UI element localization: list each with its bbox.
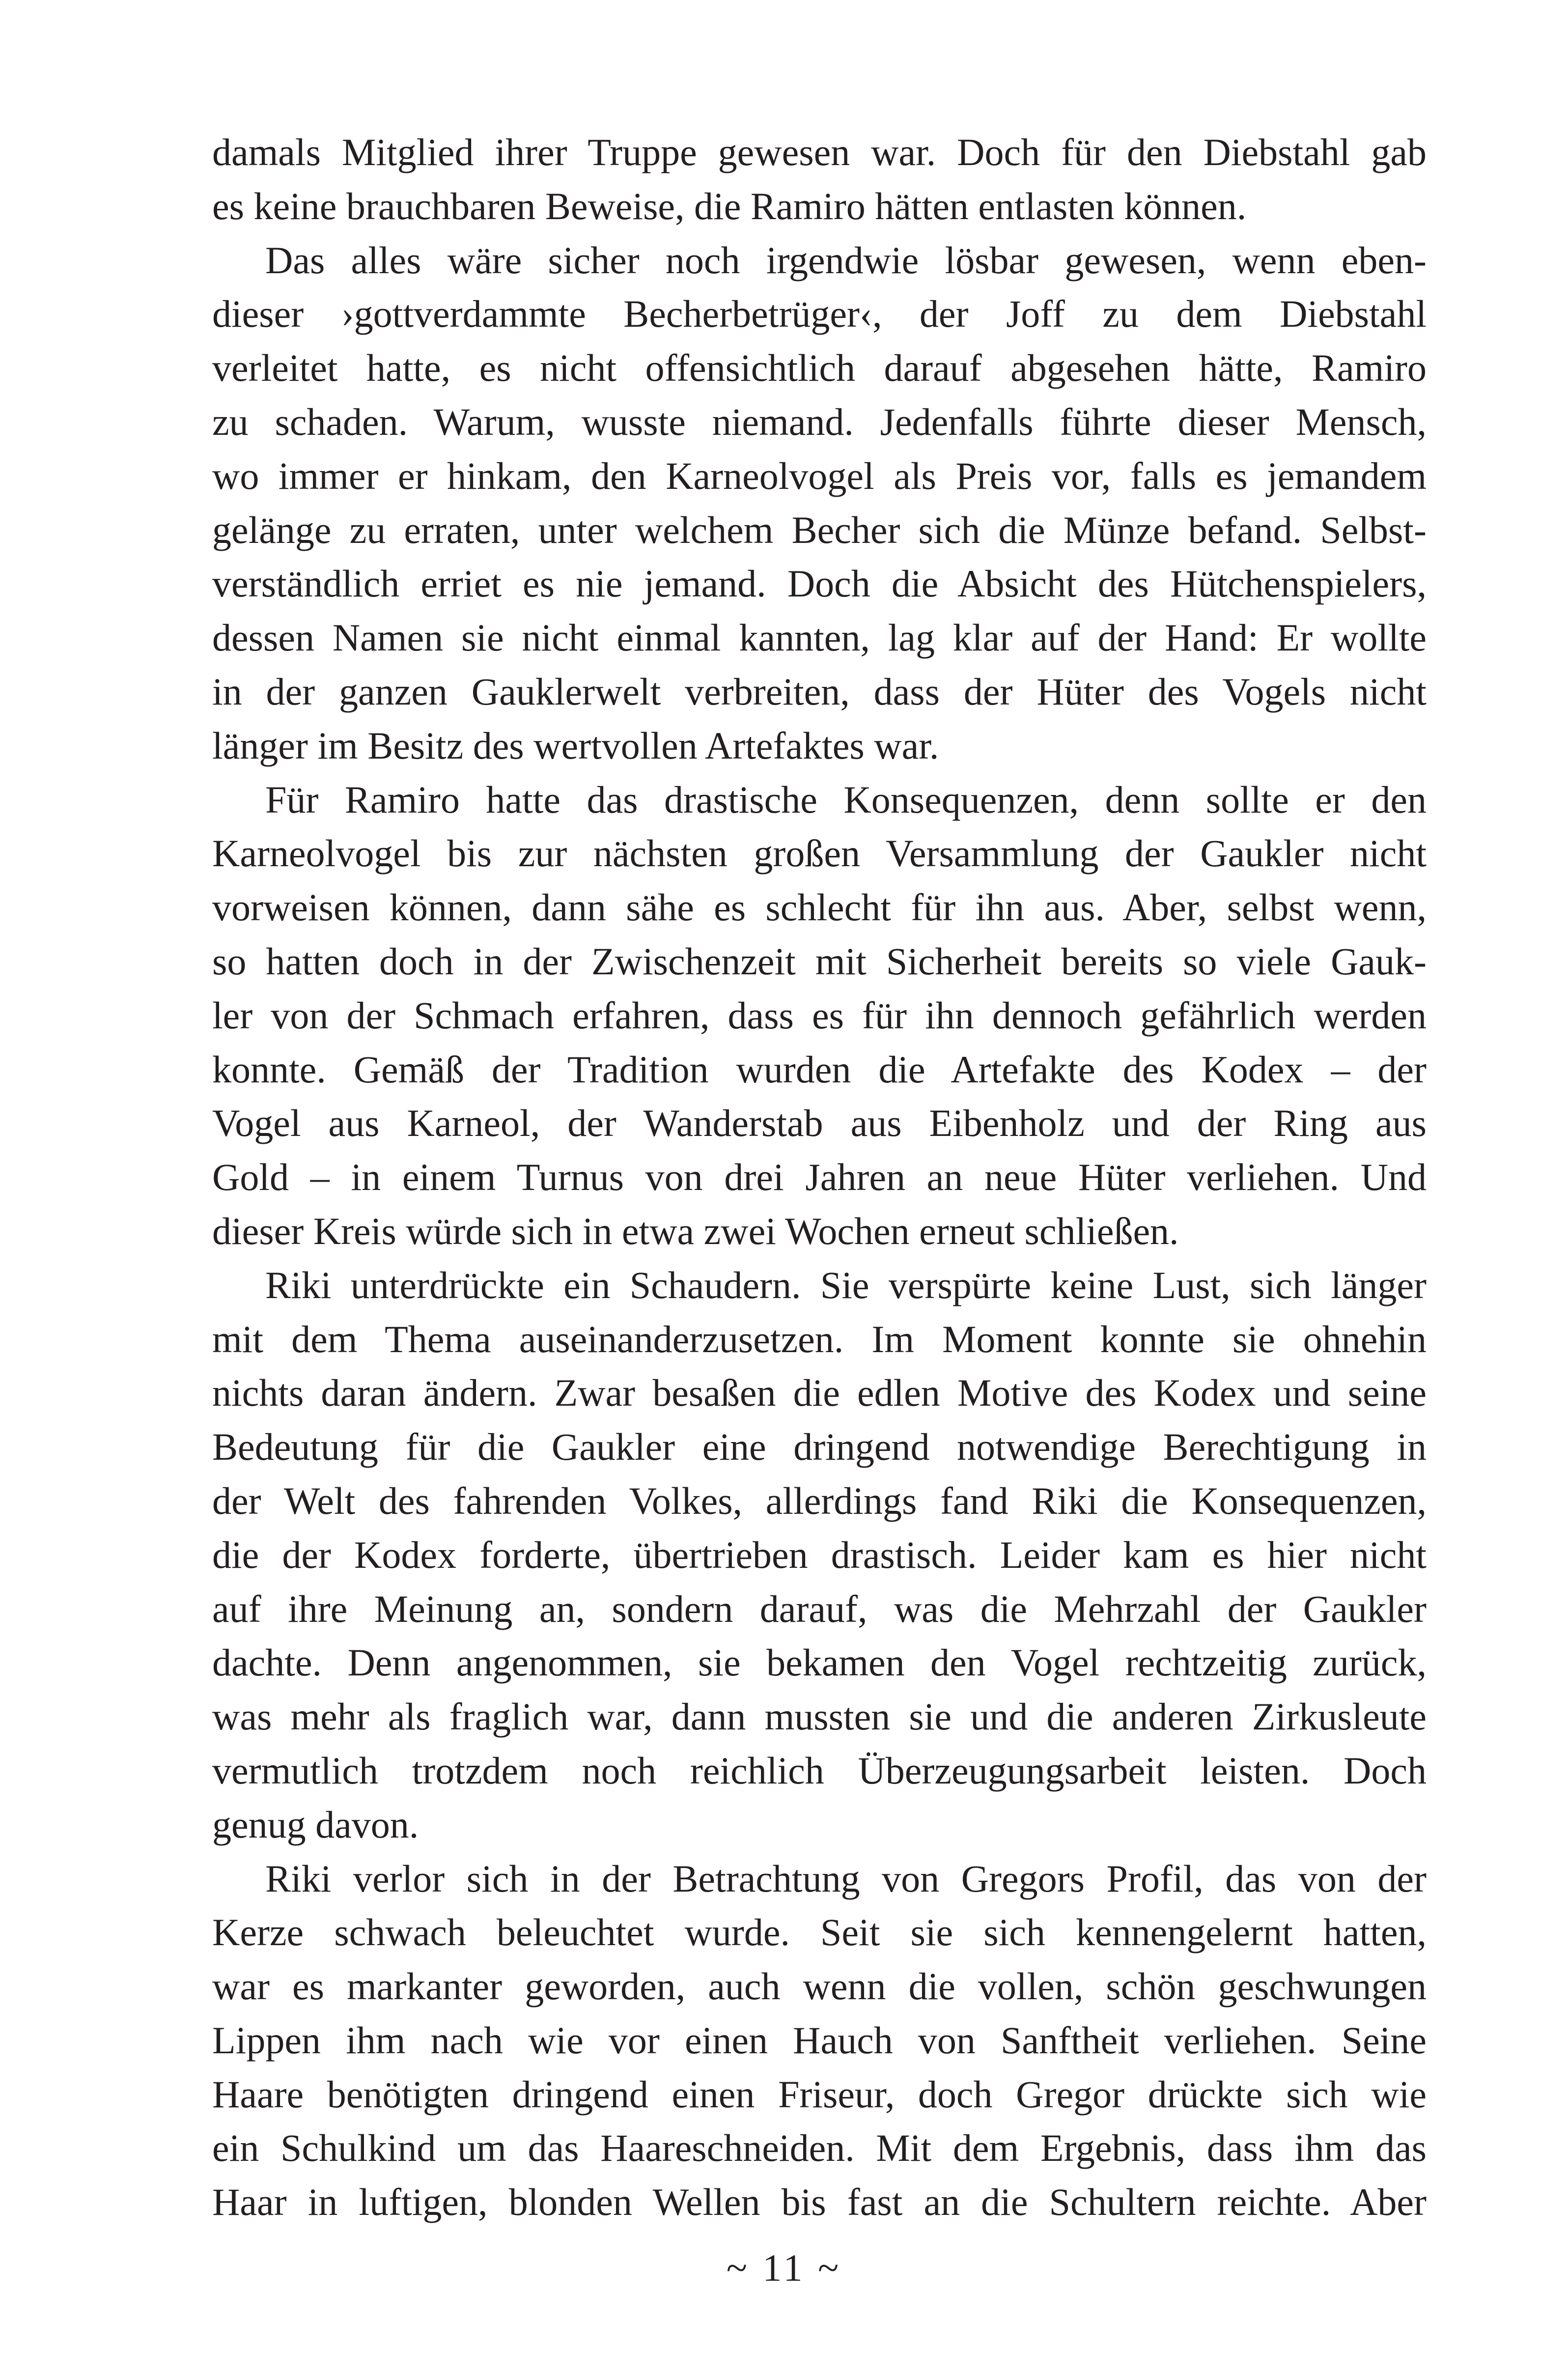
text-line: was mehr als fraglich war, dann mussten sie und die anderen Zirkusleute <box>212 1695 1427 1738</box>
paragraph <box>212 1852 1427 2230</box>
paragraph <box>212 1258 1427 1852</box>
body-text <box>212 125 1427 2229</box>
text-line: dieser Kreis würde sich in etwa zwei Wochen erneut schließen. <box>212 1209 1179 1252</box>
text-line: ler von der Schmach erfahren, dass es für ihn dennoch gefährlich werden <box>212 993 1427 1037</box>
text-line: Riki verlor sich in der Betrachtung von Gregors Profil, das von der <box>265 1857 1427 1900</box>
text-line: Gold – in einem Turnus von drei Jahren an neue Hüter verliehen. Und <box>212 1156 1427 1199</box>
text-line: ein Schulkind um das Haareschneiden. Mit dem Ergebnis, dass ihm das <box>212 2126 1427 2170</box>
text-line: Vogel aus Karneol, der Wanderstab aus Eibenholz und der Ring aus <box>212 1102 1427 1145</box>
text-line: der Welt des fahrenden Volkes, allerdings fand Riki die Konsequenzen, <box>212 1479 1427 1522</box>
text-line: vermutlich trotzdem noch reichlich Überzeugungsarbeit leisten. Doch <box>212 1749 1427 1792</box>
text-line: Kerze schwach beleuchtet wurde. Seit sie sich kennengelernt hatten, <box>212 1911 1427 1954</box>
text-line: dieser ›gottverdammte Becherbetrüger‹, der Joff zu dem Diebstahl <box>212 292 1427 336</box>
text-line: konnte. Gemäß der Tradition wurden die Artefakte des Kodex – der <box>212 1048 1427 1091</box>
text-line: Das alles wäre sicher noch irgendwie lösbar gewesen, wenn eben- <box>265 238 1427 282</box>
text-line: Lippen ihm nach wie vor einen Hauch von Sanftheit verliehen. Seine <box>212 2018 1427 2062</box>
text-line: Haar in luftigen, blonden Wellen bis fast an die Schultern reichte. Aber <box>212 2181 1427 2224</box>
text-line: verleitet hatte, es nicht offensichtlich darauf abgesehen hätte, Ramiro <box>212 346 1427 390</box>
text-line: dessen Namen sie nicht einmal kannten, lag klar auf der Hand: Er wollte <box>212 616 1427 659</box>
text-line: auf ihre Meinung an, sondern darauf, was die Mehrzahl der Gaukler <box>212 1587 1427 1630</box>
text-line: verständlich erriet es nie jemand. Doch die Absicht des Hütchenspielers, <box>212 562 1427 605</box>
text-line: so hatten doch in der Zwischenzeit mit Sicherheit bereits so viele Gauk- <box>212 939 1427 983</box>
text-line: nichts daran ändern. Zwar besaßen die edlen Motive des Kodex und seine <box>212 1371 1427 1415</box>
text-line: Haare benötigten dringend einen Friseur, doch Gregor drückte sich wie <box>212 2072 1427 2116</box>
text-line: in der ganzen Gauklerwelt verbreiten, dass der Hüter des Vogels nicht <box>212 670 1427 713</box>
text-line: es keine brauchbaren Beweise, die Ramiro hätten entlasten können. <box>212 184 1247 227</box>
text-line: Bedeutung für die Gaukler eine dringend notwendige Berechtigung in <box>212 1425 1427 1469</box>
text-line: genug davon. <box>212 1803 419 1846</box>
text-line: mit dem Thema auseinanderzusetzen. Im Moment konnte sie ohnehin <box>212 1317 1427 1360</box>
paragraph <box>212 233 1427 773</box>
text-line: Riki unterdrückte ein Schaudern. Sie verspürte keine Lust, sich länger <box>265 1263 1427 1306</box>
text-line: Für Ramiro hatte das drastische Konsequenzen, denn sollte er den <box>265 778 1427 821</box>
text-line: vorweisen können, dann sähe es schlecht für ihn aus. Aber, selbst wenn, <box>212 886 1427 929</box>
paragraph <box>212 125 1427 233</box>
text-line: Karneolvogel bis zur nächsten großen Versammlung der Gaukler nicht <box>212 832 1427 875</box>
text-line: war es markanter geworden, auch wenn die vollen, schön geschwungen <box>212 1965 1427 2008</box>
text-line: die der Kodex forderte, übertrieben drastisch. Leider kam es hier nicht <box>212 1533 1427 1576</box>
text-line: damals Mitglied ihrer Truppe gewesen war. Doch für den Diebstahl gab <box>212 131 1427 173</box>
page-number: ~ 11 ~ <box>726 2246 842 2289</box>
text-line: gelänge zu erraten, unter welchem Becher sich die Münze befand. Selbst- <box>212 508 1427 551</box>
paragraph <box>212 773 1427 1258</box>
text-line: länger im Besitz des wertvollen Artefaktes war. <box>212 724 939 767</box>
text-line: wo immer er hinkam, den Karneolvogel als Preis vor, falls es jemandem <box>212 454 1427 497</box>
text-line: dachte. Denn angenommen, sie bekamen den Vogel rechtzeitig zurück, <box>212 1641 1427 1684</box>
text-line: zu schaden. Warum, wusste niemand. Jedenfalls führte dieser Mensch, <box>212 400 1427 443</box>
